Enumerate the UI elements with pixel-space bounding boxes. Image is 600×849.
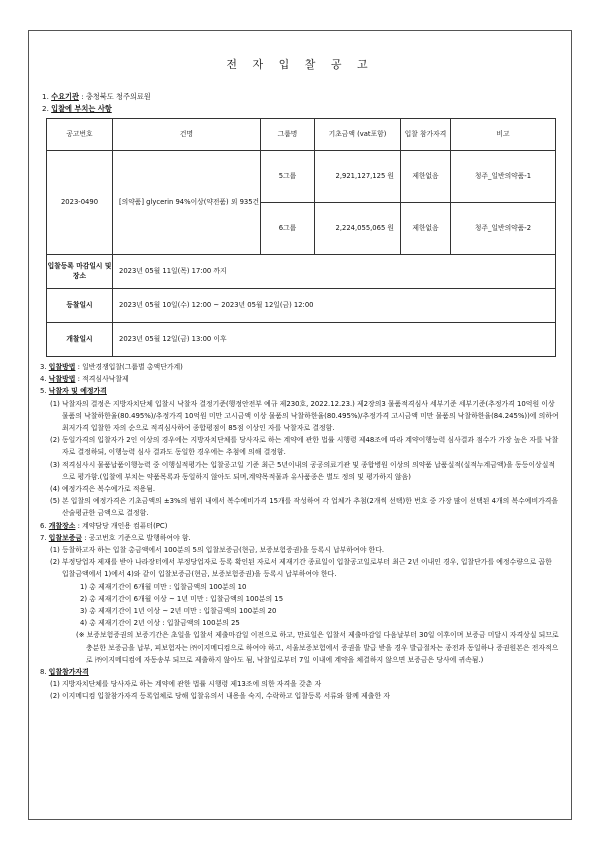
table-row <box>47 151 556 203</box>
qualification-cell: 제한없음 <box>401 203 451 255</box>
section-5-item: (5) 본 입찰의 예정가격은 기초금액의 ±3%의 범위 내에서 복수예비가격 15개를 작성하여 각 업체가 추첨(2개씩 선택)한 번호 중 가장 많이 선택된 4개의 복수예비가격을 산술평균한 금액으로 결정함. <box>50 497 559 518</box>
amount-cell: 2,921,127,125 원 <box>315 151 401 203</box>
section-3-value: : 일반경쟁입찰(그룹별 총액단가계) <box>77 363 183 371</box>
section-3-label: 입찰방법 <box>48 363 76 371</box>
section-5 <box>40 385 560 397</box>
section-5-item: (3) 적격심사시 물품납품이행능력 중 이행실적평가는 입찰공고일 기준 최근 5년이내의 공공의료기관 및 종합병원 이상의 의약품 납품실적(실적누계금액)을 동등이상실적으로 평가함.(입찰에 부치는 약품목록과 동일하지 않아도 되며,계약목적물과 유사품종은 별도 정의 및 평가하지 않음) <box>50 460 556 481</box>
header-notice-no: 공고번호 <box>47 119 113 151</box>
section-2-label: 입찰에 부치는 사항 <box>51 104 112 113</box>
section-8-item: (1) 지방자치단체를 당사자로 하는 계약에 관한 법률 시행령 제13조에 의한 자격을 갖춘 자 <box>50 680 322 689</box>
body-sections <box>40 361 560 703</box>
section-5-num: 5. <box>40 387 47 396</box>
info-row-deadline <box>47 255 556 289</box>
note-cell: 청주_일반의약품-1 <box>451 151 556 203</box>
section-8-num: 8. <box>40 668 47 677</box>
section-7-note: (※ 보증보험증권의 보증기간은 초일을 입찰서 제출마감일 이전으로 하고, 만료일은 입찰서 제출마감일 다음날부터 30일 이후이며 보증금 미달시 자격상실 되므로 충분한 보증금을 납부, 피보험자는 ㈜이지메디컴으로 하여야 하고, 서울보증보험에서 증권을 발급 받을 경우 발급절차는 종전과 동일하나 증권원본은 전자적으로 ㈜이지메디컴에 자동송부 되므로 제출하지 않아도 됨, 낙찰일로부터 7일 이내에 계약을 체결하지 않으면 보증금은 당사에 귀속됨.) <box>76 631 559 664</box>
section-2 <box>42 104 112 114</box>
bidding-label: 등찰일시 <box>47 289 113 323</box>
section-7-subitem: 4) 총 제재기간이 2년 이상 : 입찰금액의 100분의 25 <box>80 619 240 628</box>
opening-value: 2023년 05월 12일(금) 13:00 이후 <box>113 323 556 357</box>
section-6 <box>40 520 560 532</box>
item-name-cell: [의약품] glycerin 94%이상(약전품) 외 935건 <box>113 151 261 255</box>
section-7-num: 7. <box>40 533 47 542</box>
section-4 <box>40 373 560 385</box>
section-1-colon: : <box>81 92 86 101</box>
section-5-item: (2) 동일가격의 입찰자가 2인 이상의 경우에는 지방자치단체를 당사자로 하는 계약에 관한 법률 시행령 제48조에 따라 계약이행능력 심사결과 점수가 가장 높은 자를 낙찰자로 결정하되, 이행능력 심사 결과도 동일한 경우에는 추첨에 의해 결정함. <box>50 436 559 457</box>
qualification-cell: 제한없음 <box>401 151 451 203</box>
notice-no-cell: 2023-0490 <box>47 151 113 255</box>
info-row-opening <box>47 323 556 357</box>
opening-label: 개찰일시 <box>47 323 113 357</box>
section-7-item: (2) 부정당업자 제재를 받아 나라장터에서 부정당업자로 등록 확인된 자로서 제재기간 종료일이 입찰공고일로부터 최근 2년 이내인 경우, 입찰단가를 예정수량으로 곱한 입찰금액에서 1)에서 4)와 같이 입찰보증금(현금, 보증보험증권)을 등록시 납부하여야 한다. <box>50 558 552 579</box>
info-row-bidding <box>47 289 556 323</box>
bidding-value: 2023년 05월 10일(수) 12:00 ~ 2023년 05월 12일(금) 12:00 <box>113 289 556 323</box>
section-1-label: 수요기관 <box>51 92 79 101</box>
amount-cell: 2,224,055,065 원 <box>315 203 401 255</box>
section-7-subitem: 3) 총 제재기간이 1년 이상 ~ 2년 미만 : 입찰금액의 100분의 20 <box>80 607 277 616</box>
section-7-label: 입찰보증금 <box>48 533 83 542</box>
section-6-value: : 계약담당 개인용 컴퓨터(PC) <box>77 521 168 530</box>
deadline-value: 2023년 05월 11일(목) 17:00 까지 <box>113 255 556 289</box>
bid-items-table <box>46 118 556 357</box>
table-header-row <box>47 119 556 151</box>
section-7-value: : 공고번호 기준으로 발행하여야 함. <box>84 533 191 542</box>
group-cell: 5그룹 <box>261 151 315 203</box>
section-3 <box>40 361 560 373</box>
group-cell: 6그룹 <box>261 203 315 255</box>
section-7-subitem: 1) 총 제재기간이 6개월 미만 : 입찰금액의 100분의 10 <box>80 582 247 591</box>
section-7-subitem: 2) 총 제재기간이 6개월 이상 ~ 1년 미만 : 입찰금액의 100분의 15 <box>80 594 284 603</box>
header-note: 비고 <box>451 119 556 151</box>
section-1 <box>42 92 151 102</box>
section-8-label: 입찰참가자격 <box>48 668 89 677</box>
section-4-label: 낙찰방법 <box>48 375 76 384</box>
section-1-value: 충청북도 청주의료원 <box>85 92 151 101</box>
section-8 <box>40 666 560 678</box>
section-8-item: (2) 이지메디컴 입찰참가자격 등록업체로 당해 입찰유의서 내용을 숙지, 수락하고 입찰등록 서류와 함께 제출한 자 <box>50 692 390 701</box>
section-2-num: 2. <box>42 104 49 113</box>
section-5-label: 낙찰자 및 예정가격 <box>48 387 107 396</box>
section-4-value: : 적격심사낙찰제 <box>77 375 129 384</box>
note-cell: 청주_일반의약품-2 <box>451 203 556 255</box>
section-7 <box>40 532 560 544</box>
section-7-item: (1) 등찰하고자 하는 입찰 총금액에서 100분의 5의 입찰보증금(현금, 보증보험증권)을 등록시 납부하여야 한다. <box>50 546 385 555</box>
section-5-item: (4) 예정가격은 복수예가로 적용됨. <box>50 485 156 494</box>
header-base-amount: 기초금액 (vat포함) <box>315 119 401 151</box>
header-group: 그룹명 <box>261 119 315 151</box>
page-title: 전 자 입 찰 공 고 <box>226 58 374 71</box>
deadline-label: 입찰등록 마감일시 및 장소 <box>47 255 113 289</box>
section-1-num: 1. <box>42 92 49 101</box>
section-3-num: 3. <box>40 363 47 371</box>
section-6-label: 개찰장소 <box>48 521 76 530</box>
section-5-item: (1) 낙찰자의 결정은 지방자치단체 입찰시 낙찰자 결정기준(행정안전부 예규 제230호, 2022.12.23.) 제2장의3 물품적격심사 세부기준 세부기준(추정가격 10억원 이상 물품의 낙찰하한율(80.495%)/추정가격 10억원 미만 고시금액 이상 물품의 낙찰하한율(80.495%)/추정가격 고시금액 미만 물품의 낙찰하한율(84.245%))에 의하여 최저가격 입찰한 자의 순으로 적격심사하여 종합평점이 85점 이상인 자를 낙찰자로 결정함. <box>50 399 559 433</box>
section-4-num: 4. <box>40 375 47 384</box>
header-item-name: 건명 <box>113 119 261 151</box>
header-qualification: 입찰 참가자격 <box>401 119 451 151</box>
section-6-num: 6. <box>40 521 47 530</box>
